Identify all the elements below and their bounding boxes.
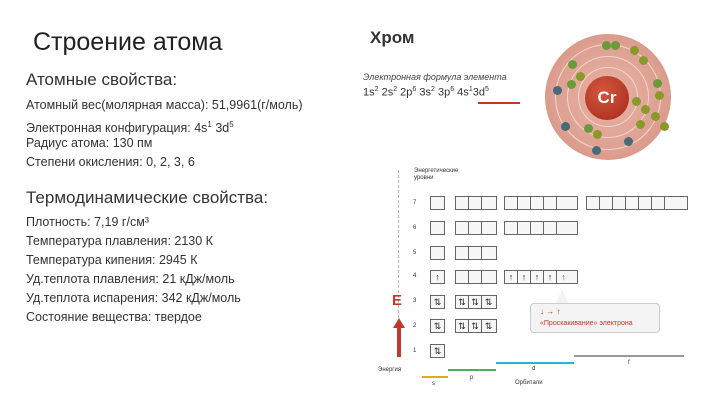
level-number: 5 — [413, 250, 417, 256]
atomic-properties-heading: Атомные свойства: — [26, 70, 178, 89]
orbital-box-s — [430, 196, 445, 210]
orbital-box-p: ⇅ ⇅ ⇅ — [455, 295, 497, 309]
thermo-line: Состояние вещества: твердое — [26, 310, 202, 324]
electron-icon — [567, 80, 576, 89]
callout-text: «Проскакивание» электрона — [540, 320, 633, 327]
electron-icon — [651, 112, 660, 121]
electron-icon — [636, 120, 645, 129]
orbital-box-p — [455, 270, 497, 284]
thermo-line: Уд.теплота плавления: 21 кДж/моль — [26, 272, 235, 286]
thermo-line: Уд.теплота испарения: 342 кДж/моль — [26, 291, 241, 305]
electron-icon — [639, 56, 648, 65]
electron-icon — [584, 124, 593, 133]
electron-icon — [553, 86, 562, 95]
callout-symbols: ↓ → ↑ — [540, 307, 561, 316]
orbital-box-p: ⇅ ⇅ ⇅ — [455, 319, 497, 333]
orbital-box-s — [430, 246, 445, 260]
level-number: 6 — [413, 225, 417, 231]
thermo-properties-heading: Термодинамические свойства: — [26, 188, 269, 207]
energy-bottom-label: Энергия — [378, 367, 402, 373]
electron-icon — [611, 41, 620, 50]
orbital-box-p — [455, 246, 497, 260]
f-bar — [574, 355, 684, 357]
atomic-line: Атомный вес(молярная масса): 51,9961(г/моль) — [26, 98, 303, 112]
electron-icon — [653, 79, 662, 88]
thermo-line: Плотность: 7,19 г/см³ — [26, 215, 149, 229]
electron-icon — [660, 122, 669, 131]
electron-icon — [632, 97, 641, 106]
level-number: 1 — [413, 348, 417, 354]
orbital-box-s: ⇅ — [430, 295, 445, 309]
level-number: 3 — [413, 298, 417, 304]
orbital-box-s: ↑ — [430, 270, 445, 284]
electron-icon — [593, 130, 602, 139]
orbital-box-p — [455, 221, 497, 235]
orbitals-bottom-label: Орбитали — [515, 380, 543, 386]
orbital-label-d: d — [532, 366, 536, 372]
diagram-header: Энергетические уровни — [414, 168, 459, 181]
orbital-box-f — [586, 196, 688, 210]
electron-icon — [592, 146, 601, 155]
s-bar — [422, 376, 448, 378]
element-name: Хром — [370, 28, 415, 47]
config-underline — [478, 102, 520, 104]
d-bar — [496, 362, 574, 364]
electron-icon — [655, 91, 664, 100]
orbital-label-p: p — [470, 375, 474, 381]
atomic-line: Радиус атома: 130 пм — [26, 136, 153, 150]
orbital-box-p — [455, 196, 497, 210]
slide-title: Строение атома — [33, 28, 223, 56]
electron-icon — [568, 60, 577, 69]
thermo-line: Температура плавления: 2130 К — [26, 234, 213, 248]
nucleus-cr: Cr — [585, 76, 629, 120]
orbital-box-s — [430, 221, 445, 235]
electron-icon — [624, 137, 633, 146]
orbital-box-d: ↑ ↑ ↑ ↑ ↑ — [504, 270, 578, 284]
level-number: 7 — [413, 200, 417, 206]
electron-icon — [630, 46, 639, 55]
orbital-label-s: s — [432, 381, 435, 387]
atomic-line: Степени окисления: 0, 2, 3, 6 — [26, 155, 195, 169]
atomic-line: Электронная конфигурация: $4s^1$ $3d^5$ — [26, 120, 234, 136]
electron-icon — [602, 41, 611, 50]
orbital-box-d — [504, 196, 578, 210]
thermo-line: Температура кипения: 2945 К — [26, 253, 198, 267]
electron-icon — [576, 72, 585, 81]
p-bar — [448, 369, 496, 371]
level-number: 4 — [413, 273, 417, 279]
orbital-box-d — [504, 221, 578, 235]
electron-icon — [561, 122, 570, 131]
level-number: 2 — [413, 323, 417, 329]
energy-arrow-shaft — [397, 327, 401, 357]
orbital-box-s: ⇅ — [430, 319, 445, 333]
electron-configuration: $1s^2$ $2s^2$ $2p^6$ $3s^2$ $3p^6$ $4s^13d^5$ — [363, 86, 489, 99]
orbital-label-f: f — [628, 360, 630, 366]
orbital-box-s: ⇅ — [430, 344, 445, 358]
formula-caption: Электронная формула элемента — [363, 72, 507, 82]
energy-label: E — [392, 292, 403, 309]
callout-pointer — [555, 290, 569, 304]
electron-icon — [641, 105, 650, 114]
energy-axis — [398, 170, 401, 338]
